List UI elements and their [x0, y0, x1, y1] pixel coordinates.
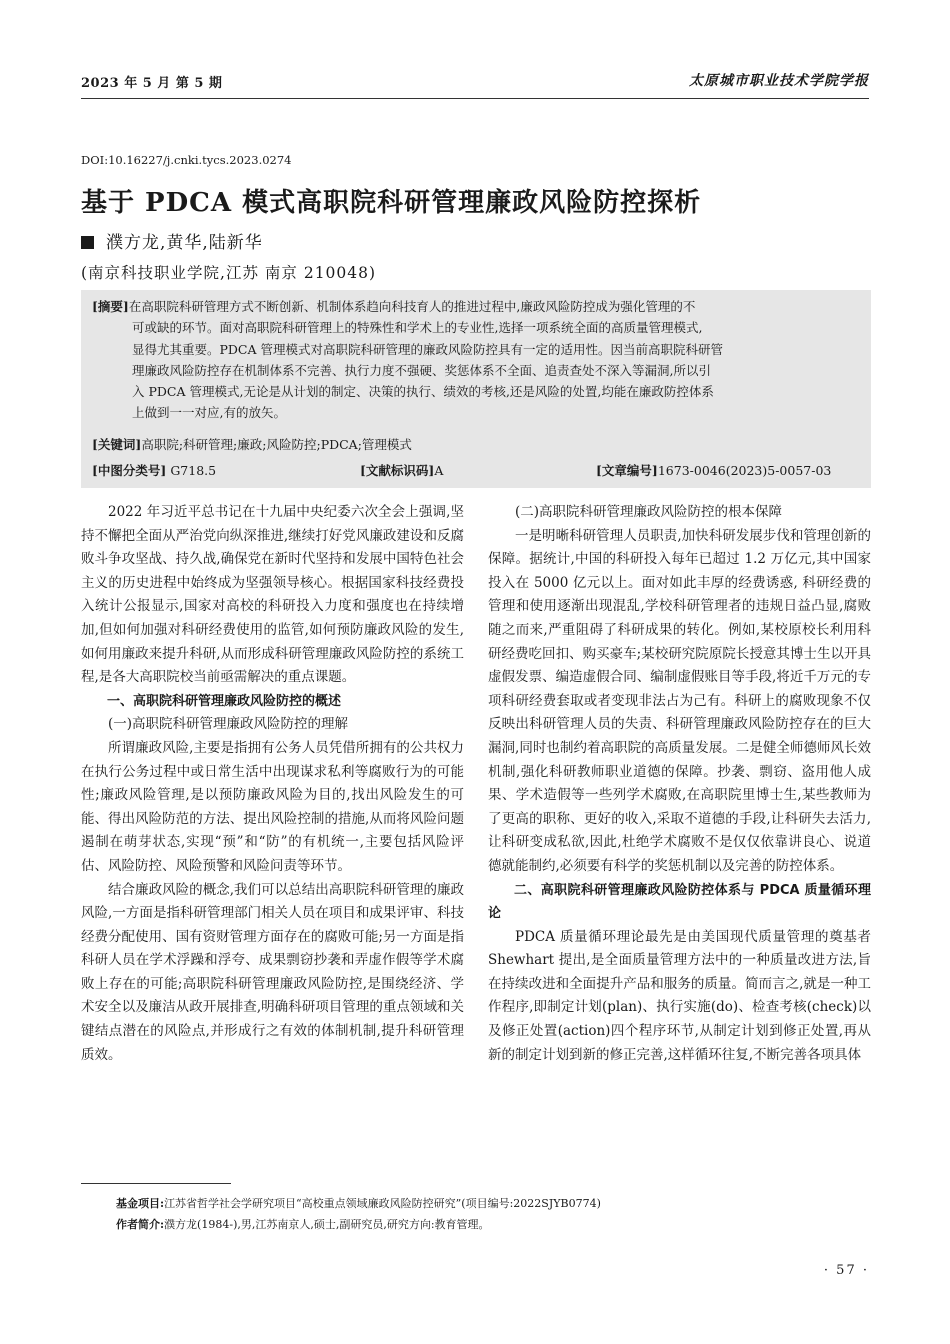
- affiliation: (南京科技职业学院,江苏 南京 210048): [81, 264, 377, 282]
- abstract-line: 显得尤其重要。PDCA 管理模式对高职院科研管理的廉政风险防控具有一定的适用性。因当前高职院科研管: [132, 341, 723, 357]
- document-code: [文献标识码]A: [360, 463, 444, 478]
- journal-name: 太原城市职业技术学院学报: [689, 73, 869, 89]
- authors-line: [81, 228, 263, 253]
- abstract-line: 理廉政风险防控存在机制体系不完善、执行力度不强硬、奖惩体系不全面、追责查处不深入等漏洞,所以引: [132, 362, 711, 378]
- abstract-line: 可或缺的环节。面对高职院科研管理上的特殊性和学术上的专业性,选择一项系统全面的高质量管理模式,: [132, 320, 703, 336]
- author-footnote: 作者简介:濮方龙(1984-),男,江苏南京人,硕士,副研究员,研究方向:教育管理。: [116, 1218, 490, 1231]
- journal-issue: 2023 年 5 月 第 5 期: [81, 76, 223, 91]
- abstract-line: 入 PDCA 管理模式,无论是从计划的制定、决策的执行、绩效的考核,还是风险的处置,均能在廉政防控体系: [132, 384, 714, 400]
- article-number: [文章编号]1673-0046(2023)5-0057-03: [596, 463, 832, 478]
- page-number: · 57 ·: [823, 1263, 869, 1278]
- footnote-rule: [81, 1183, 231, 1184]
- header-rule: [81, 98, 869, 99]
- classification: [中图分类号] G718.5: [92, 463, 217, 478]
- subsection-heading: (二)高职院科研管理廉政风险防控的根本保障: [515, 504, 783, 520]
- right-column: [488, 501, 871, 1067]
- abstract-line: [摘要]在高职院科研管理方式不断创新、机制体系趋向科技育人的推进过程中,廉政风险防控成为强化管理的不: [92, 299, 696, 314]
- keywords: [关键词]高职院;科研管理;廉政;风险防控;PDCA;管理模式: [92, 437, 412, 452]
- paragraph: 2022 年习近平总书记在十九届中央纪委六次全会上强调,坚持不懈把全面从严治党向纵深推进,继续打好党风廉政建设和反腐败斗争攻坚战、持久战,确保党在新时代坚持和发展中国特色社会主义的历史进程中始终成为坚强领导核心。根据国家科技经费投入统计公报显示,国家对高校的科研投入力度和强度也在持续增加,但如何加强对科研经费使用的监管,如何预防廉政风险的发生,如何用廉政来提升科研,从而形成科研管理廉政风险防控的系统工程,是各大高职院校当前亟需解决的重点课题。: [81, 504, 464, 686]
- subsection-heading: (一)高职院科研管理廉政风险防控的理解: [108, 716, 349, 733]
- paragraph: 结合廉政风险的概念,我们可以总结出高职院科研管理的廉政风险,一方面是指科研管理部门相关人员在项目和成果评审、科技经费分配使用、国有资财管理方面存在的腐败可能;另一方面是指科研人员在学术浮躁和浮夸、成果剽窃抄袭和弄虚作假等学术腐败上存在的可能;高职院科研管理廉政风险防控,是围绕经济、学术安全以及廉洁从政开展排查,明确科研项目管理的重点领域和关键结点潜在的风险点,并形成行之有效的体制机制,提升科研管理质效。: [81, 881, 464, 1063]
- section-heading: 一、高职院科研管理廉政风险防控的概述: [107, 693, 342, 709]
- section-heading: 二、高职院科研管理廉政风险防控体系与 PDCA 质量循环理论: [488, 882, 871, 922]
- abstract-label: [摘要]: [92, 299, 129, 314]
- paragraph: 所谓廉政风险,主要是指拥有公务人员凭借所拥有的公共权力在执行公务过程中或日常生活中出现谋求私利等腐败行为的可能性;廉政风险管理,是以预防廉政风险为目的,找出风险发生的可能、得出风险防范的方法、提出风险控制的措施,从而将风险问题遏制在萌芽状态,实现“预”和“防”的有机统一,主要包括风险评估、风险防控、风险预警和风险问责等环节。: [81, 739, 464, 874]
- paragraph: 一是明晰科研管理人员职责,加快科研发展步伐和管理创新的保障。据统计,中国的科研投入每年已超过 1.2 万亿元,其中国家投入在 5000 亿元以上。面对如此丰厚的经费诱惑, 科研经费的管理和使用逐渐出现混乱,学校科研管理者的违规日益凸显,腐败随之而来,严重阻碍了科研成果的转化。例如,某校原校长利用科研经费吃回扣、购买豪车;某校研究院原院长授意其博士生以开具虚假发票、编造虚假合同、编制虚假账目等手段,将近千万元的专项科研经费套取或者变现非法占为己有。科研上的腐败现象不仅反映出科研管理人员的失责、科研管理廉政风险防控存在的巨大漏洞,同时也制约着高职院的高质量发展。二是健全师德师风长效机制,强化科研教师职业道德的保障。抄袭、剽窃、盗用他人成果、学术造假等一些列学术腐败,在高职院里博士生,某些教师为了更高的职称、更好的收入,采取不道德的手段,让科研失去活力,让科研变成私欲,因此,杜绝学术腐败不是仅仅依靠讲良心、说道德就能制约,必须要有科学的奖惩机制以及完善的防控体系。: [488, 527, 871, 874]
- left-column: [81, 501, 464, 1067]
- abstract: [92, 296, 866, 424]
- article-title: 基于 PDCA 模式高职院科研管理廉政风险防控探析: [81, 188, 702, 218]
- authors: 濮方龙,黄华,陆新华: [106, 233, 263, 253]
- square-bullet-icon: [81, 236, 94, 249]
- abstract-line: 上做到一一对应,有的放矢。: [132, 405, 286, 421]
- paragraph: PDCA 质量循环理论最先是由美国现代质量管理的奠基者 Shewhart 提出,是全面质量管理方法中的一种质量改进方法,旨在持续改进和全面提升产品和服务的质量。简而言之,就是一种工作程序,即制定计划(plan)、执行实施(do)、检查考核(check)以及修正处置(action)四个程序环节,从制定计划到修正处置,再从新的制定计划到新的修正完善,这样循环往复,不断完善各项具体: [488, 928, 871, 1063]
- doi[interactable]: DOI:10.16227/j.cnki.tycs.2023.0274: [81, 153, 292, 167]
- fund-footnote: 基金项目:江苏省哲学社会学研究项目“高校重点领域廉政风险防控研究”(项目编号:2022SJYB0774): [116, 1197, 601, 1210]
